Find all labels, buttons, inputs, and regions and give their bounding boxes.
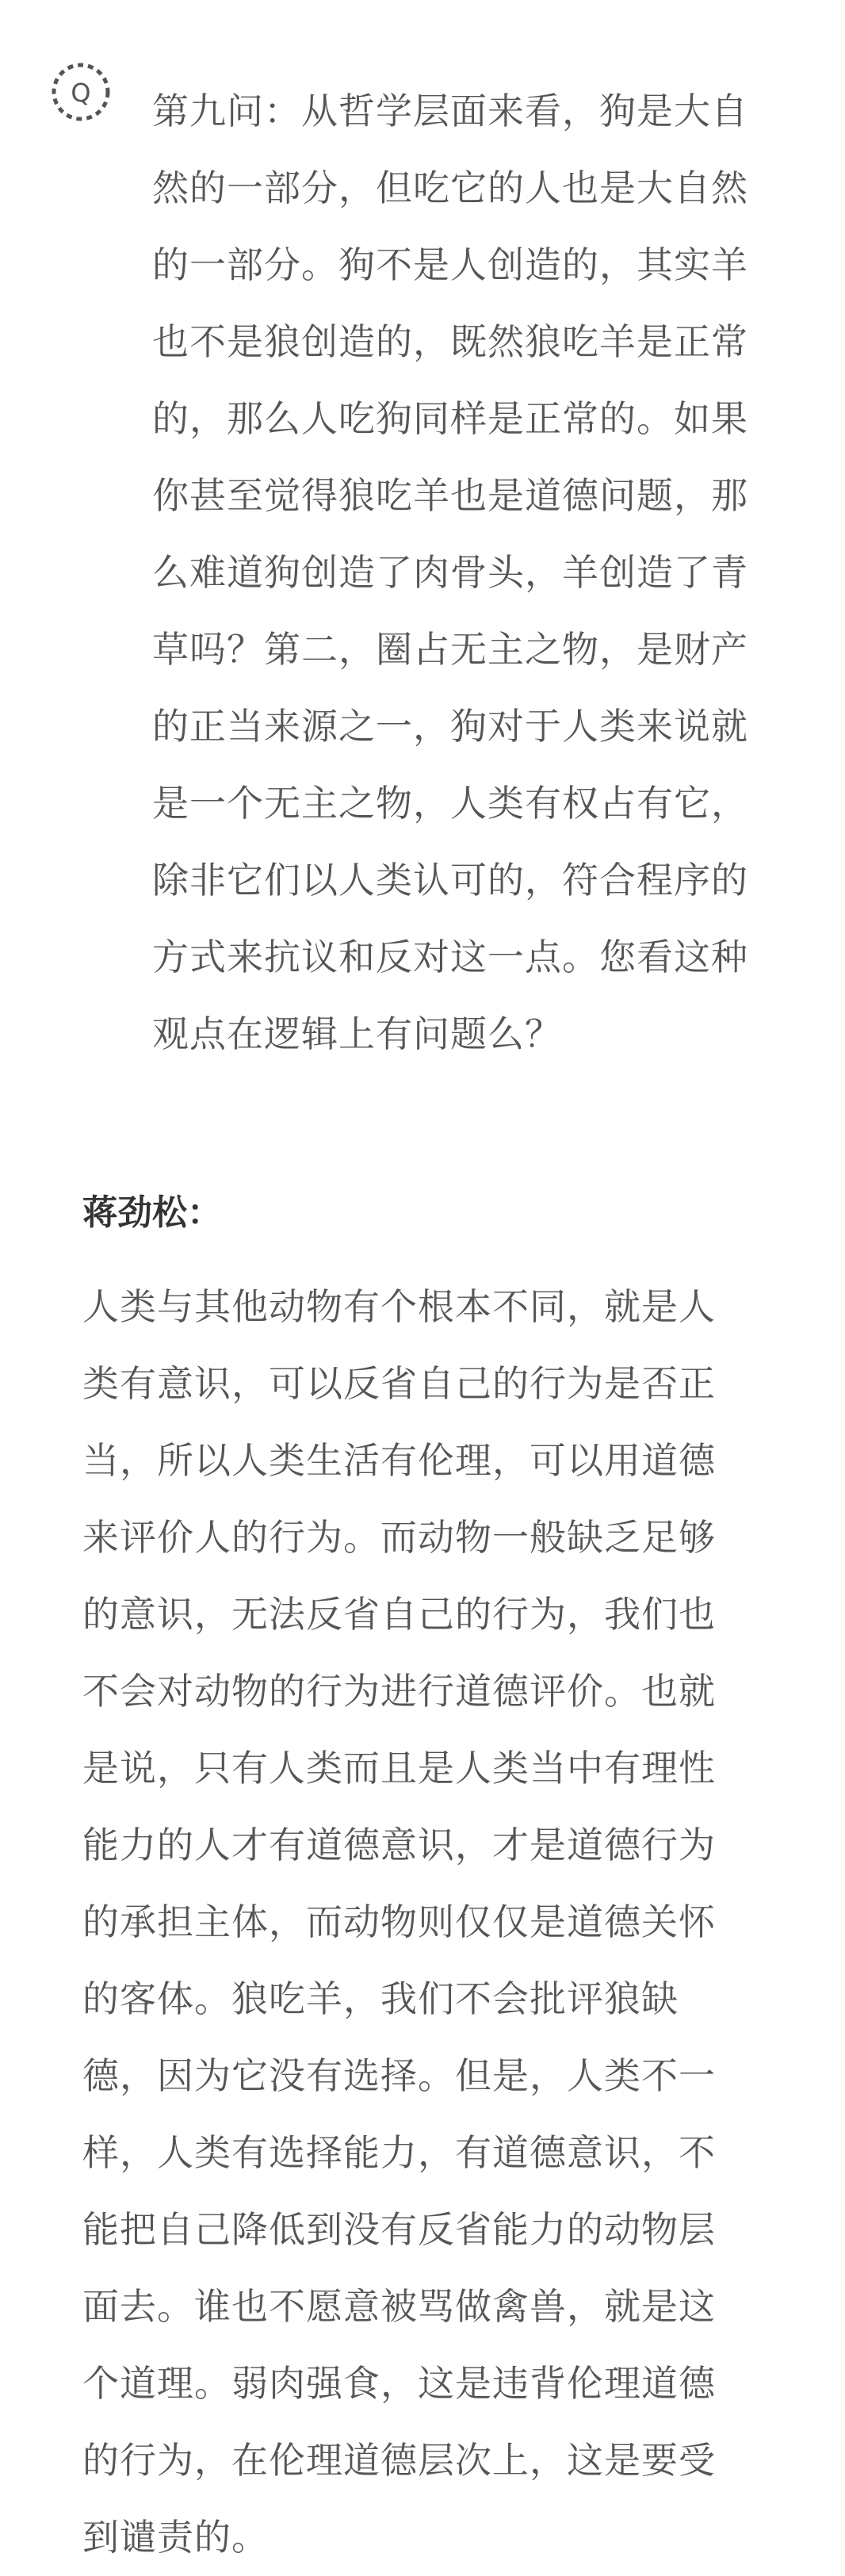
question-line: 么难道狗创造了肉骨头，羊创造了青 [152,551,748,594]
question-line: 你甚至觉得狼吃羊也是道德问题，那 [152,474,748,517]
answer-line: 的客体。狼吃羊，我们不会批评狼缺 [82,1977,679,2020]
answer-line: 的意识，无法反省自己的行为，我们也 [82,1593,716,1636]
question-q-icon [49,60,113,124]
answer-line: 当，所以人类生活有伦理，可以用道德 [82,1439,716,1482]
answer-line: 能力的人才有道德意识，才是道德行为 [82,1824,716,1866]
answer-line: 不会对动物的行为进行道德评价。也就 [82,1670,716,1713]
answer-line: 的行为，在伦理道德层次上，这是要受 [82,2439,716,2482]
speaker-name: 蒋劲松： [82,1192,222,1233]
answer-line: 到谴责的。 [82,2516,269,2559]
answer-line: 面去。谁也不愿意被骂做禽兽，就是这 [82,2285,716,2328]
answer-line: 人类与其他动物有个根本不同，就是人 [82,1285,716,1328]
question-line: 是一个无主之物，人类有权占有它， [152,782,748,825]
answer-line: 样，人类有选择能力，有道德意识，不 [82,2131,716,2174]
question-line: 方式来抗议和反对这一点。您看这种 [152,936,748,978]
answer-line: 来评价人的行为。而动物一般缺乏足够 [82,1516,716,1559]
question-line: 第九问：从哲学层面来看，狗是大自 [152,90,748,132]
answer-line: 是说，只有人类而且是人类当中有理性 [82,1747,716,1789]
answer-line: 能把自己降低到没有反省能力的动物层 [82,2208,716,2251]
question-line: 观点在逻辑上有问题么？ [152,1012,562,1055]
question-line: 的，那么人吃狗同样是正常的。如果 [152,397,748,440]
question-icon-letter: Q [71,78,91,108]
question-line: 的一部分。狗不是人创造的，其实羊 [152,243,748,286]
question-text [152,73,802,1073]
question-line: 然的一部分，但吃它的人也是大自然 [152,167,748,209]
question-line: 也不是狼创造的，既然狼吃羊是正常 [152,320,748,363]
answer-line: 类有意识，可以反省自己的行为是否正 [82,1362,716,1405]
question-line: 的正当来源之一，狗对于人类来说就 [152,705,748,748]
question-line: 草吗？第二，圈占无主之物，是财产 [152,628,748,671]
answer-line: 个道理。弱肉强食，这是违背伦理道德 [82,2362,716,2405]
answer-line: 的承担主体，而动物则仅仅是道德关怀 [82,1900,716,1943]
answer-text [82,1269,812,2576]
answer-line: 德，因为它没有选择。但是，人类不一 [82,2054,716,2097]
question-line: 除非它们以人类认可的，符合程序的 [152,859,748,901]
